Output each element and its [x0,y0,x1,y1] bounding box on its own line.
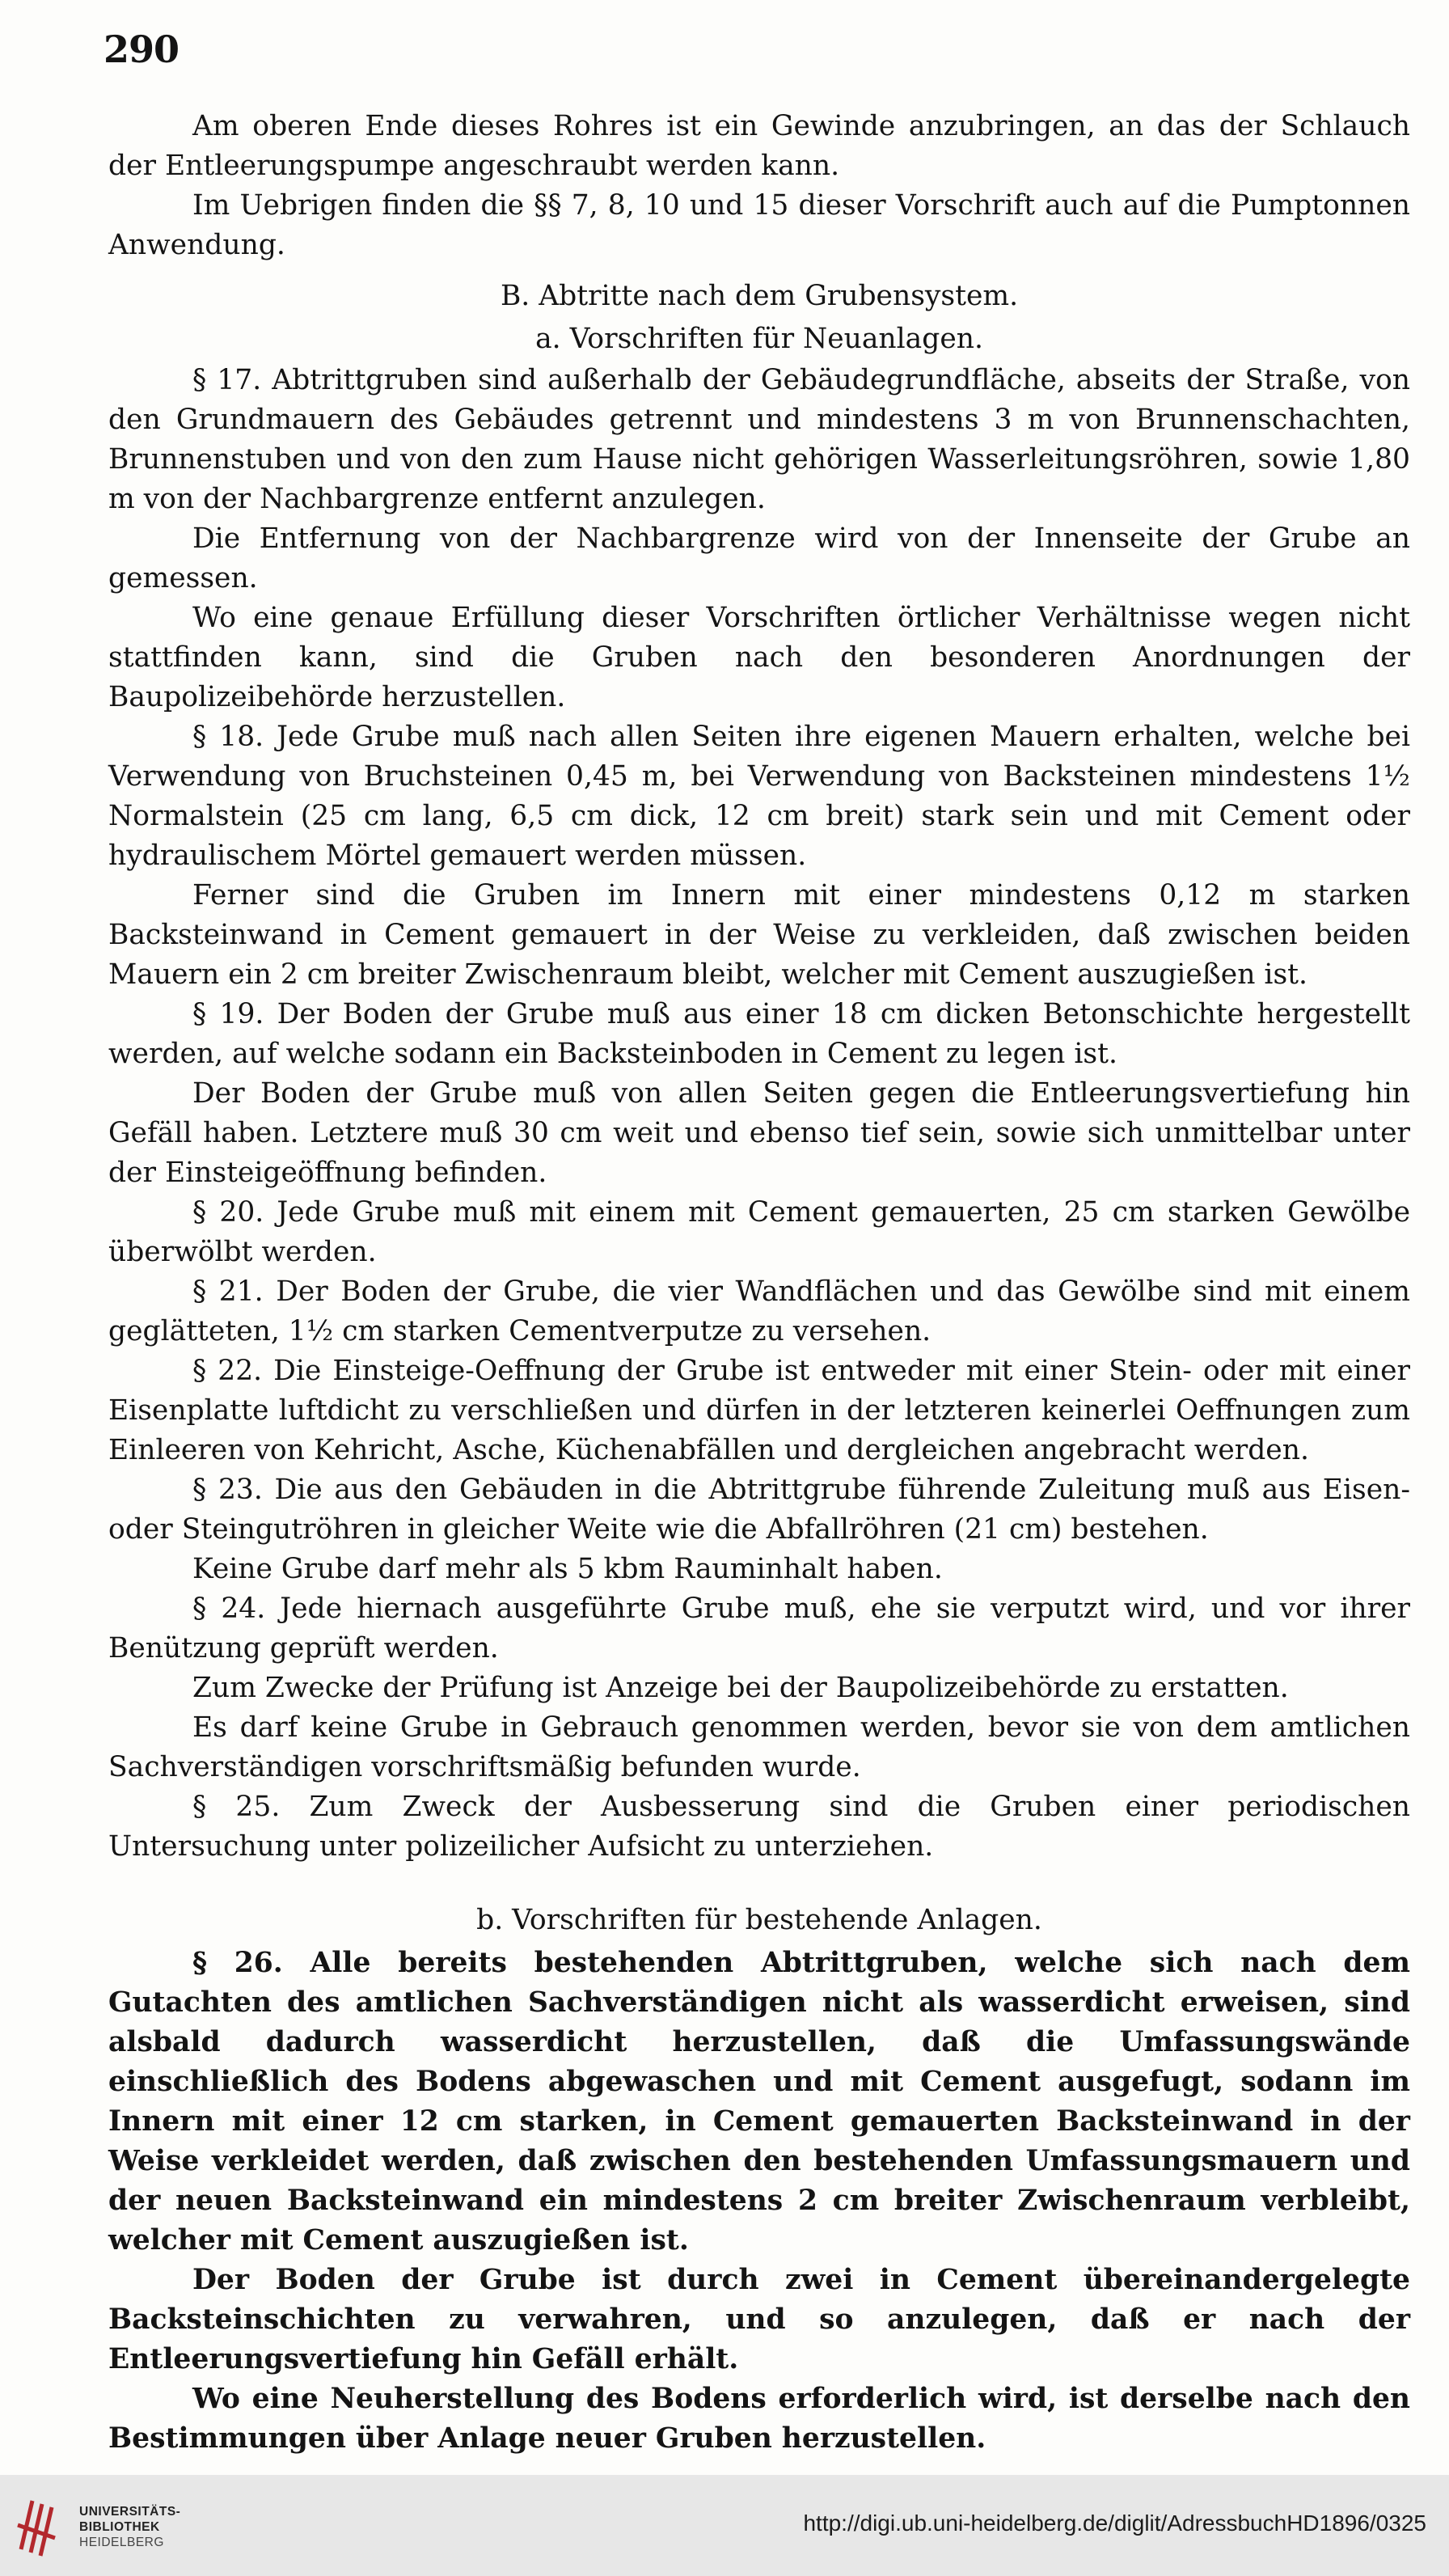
paragraph: Der Boden der Grube ist durch zwei in Cement übereinandergelegte Backsteinschichten zu verwahren, und so anzulegen, daß er nach der Entleerungsvertiefung hin Gefäll erhält. [108,2264,1410,2375]
paragraph: § 25. Zum Zweck der Ausbesserung sind die Gruben einer periodischen Untersuchung unter polizeilicher Aufsicht zu unterziehen. [108,1791,1410,1863]
section-heading: b. Vorschriften für bestehende Anlagen. [476,1904,1042,1936]
paragraph: § 23. Die aus den Gebäuden in die Abtrittgrube führende Zuleitung muß aus Eisen- oder Steingutröhren in gleicher Weite wie die Abfallröhren (21 cm) bestehen. [108,1474,1410,1546]
paragraph: Wo eine genaue Erfüllung dieser Vorschriften örtlicher Verhältnisse wegen nicht stattfinden kann, sind die Gruben nach den besonderen Anordnungen der Baupolizeibehörde herzustellen. [108,602,1410,713]
section-heading: a. Vorschriften für Neuanlagen. [535,323,983,355]
paragraph: § 22. Die Einsteige-Oeffnung der Grube ist entweder mit einer Stein- oder mit einer Eisenplatte luftdicht zu verschließen und dürfen in der letzteren keinerlei Oeffnungen zum Einleeren von Kehricht, Asche, Küchenabfällen und dergleichen angebracht werden. [108,1355,1410,1466]
paragraph: § 21. Der Boden der Grube, die vier Wandflächen und das Gewölbe sind mit einem geglätteten, 1½ cm starken Cementverputze zu versehen. [108,1275,1410,1347]
logo-line-1: UNIVERSITÄTS- [79,2505,181,2519]
paragraph: Der Boden der Grube muß von allen Seiten gegen die Entleerungsvertiefung hin Gefäll haben. Letztere muß 30 cm weit und ebenso tief sein, sowie sich unmittelbar unter der Einsteigeöffnung befinden. [108,1077,1410,1189]
paragraph: Die Entfernung von der Nachbargrenze wird von der Innenseite der Grube an gemessen. [108,522,1410,594]
paragraph: Ferner sind die Gruben im Innern mit einer mindestens 0,12 m starken Backsteinwand in Cement gemauert in der Weise zu verkleiden, daß zwischen beiden Mauern ein 2 cm breiter Zwischenraum bleibt, welcher mit Cement auszugießen ist. [108,879,1410,991]
logo-line-2: BIBLIOTHEK [79,2520,160,2534]
paragraph: Im Uebrigen finden die §§ 7, 8, 10 und 15 dieser Vorschrift auch auf die Pumptonnen Anwendung. [108,189,1410,261]
logo-line-3: HEIDELBERG [79,2536,164,2549]
library-logo-text [79,2504,180,2550]
paragraph: Zum Zwecke der Prüfung ist Anzeige bei der Baupolizeibehörde zu erstatten. [192,1672,1289,1704]
paragraph: § 20. Jede Grube muß mit einem mit Cement gemauerten, 25 cm starken Gewölbe überwölbt werden. [108,1196,1410,1268]
paragraph: Es darf keine Grube in Gebrauch genommen werden, bevor sie von dem amtlichen Sachverständigen vorschriftsmäßig befunden wurde. [108,1711,1410,1783]
paragraph: § 26. Alle bereits bestehenden Abtrittgruben, welche sich nach dem Gutachten des amtlichen Sachverständigen nicht als wasserdicht erweisen, sind alsbald dadurch wasserdicht herzustellen, daß die Umfassungswände einschließlich des Bodens abgewaschen und mit Cement ausgefugt, sodann im Innern mit einer 12 cm starken, in Cement gemauerten Backsteinwand in der Weise verkleidet werden, daß zwischen den bestehenden Umfassungsmauern und der neuen Backsteinwand ein mindestens 2 cm breiter Zwischenraum verbleibt, welcher mit Cement auszugießen ist. [108,1947,1410,2257]
footer-bar [0,2475,1449,2576]
paragraph: § 24. Jede hiernach ausgeführte Grube muß, ehe sie verputzt wird, und vor ihrer Benützung geprüft werden. [108,1593,1410,1664]
page-text [108,107,1410,2459]
paragraph: Keine Grube darf mehr als 5 kbm Rauminhalt haben. [192,1553,943,1585]
source-url-link[interactable]: http://digi.ub.uni-heidelberg.de/diglit/AdressbuchHD1896/0325 [803,2510,1426,2536]
paragraph: Wo eine Neuherstellung des Bodens erforderlich wird, ist derselbe nach den Bestimmungen über Anlage neuer Gruben herzustellen. [108,2383,1410,2455]
paragraph: § 18. Jede Grube muß nach allen Seiten ihre eigenen Mauern erhalten, welche bei Verwendung von Bruchsteinen 0,45 m, bei Verwendung von Backsteinen mindestens 1½ Normalstein (25 cm lang, 6,5 cm dick, 12 cm breit) stark sein und mit Cement oder hydraulischem Mörtel gemauert werden müssen. [108,721,1410,872]
paragraph: § 17. Abtrittgruben sind außerhalb der Gebäudegrundfläche, abseits der Straße, von den Grundmauern des Gebäudes getrennt und mindestens 3 m von Brunnenschachten, Brunnenstuben und von den zum Hause nicht gehörigen Wasserleitungsröhren, sowie 1,80 m von der Nachbargrenze entfernt anzulegen. [108,364,1410,515]
page-number: 290 [104,27,180,71]
library-logo-icon [15,2493,65,2557]
section-heading: B. Abtritte nach dem Grubensystem. [500,280,1019,312]
paragraph: § 19. Der Boden der Grube muß aus einer 18 cm dicken Betonschichte hergestellt werden, auf welche sodann ein Backsteinboden in Cement zu legen ist. [108,998,1410,1070]
paragraph: Am oberen Ende dieses Rohres ist ein Gewinde anzubringen, an das der Schlauch der Entleerungspumpe angeschraubt werden kann. [108,110,1410,182]
